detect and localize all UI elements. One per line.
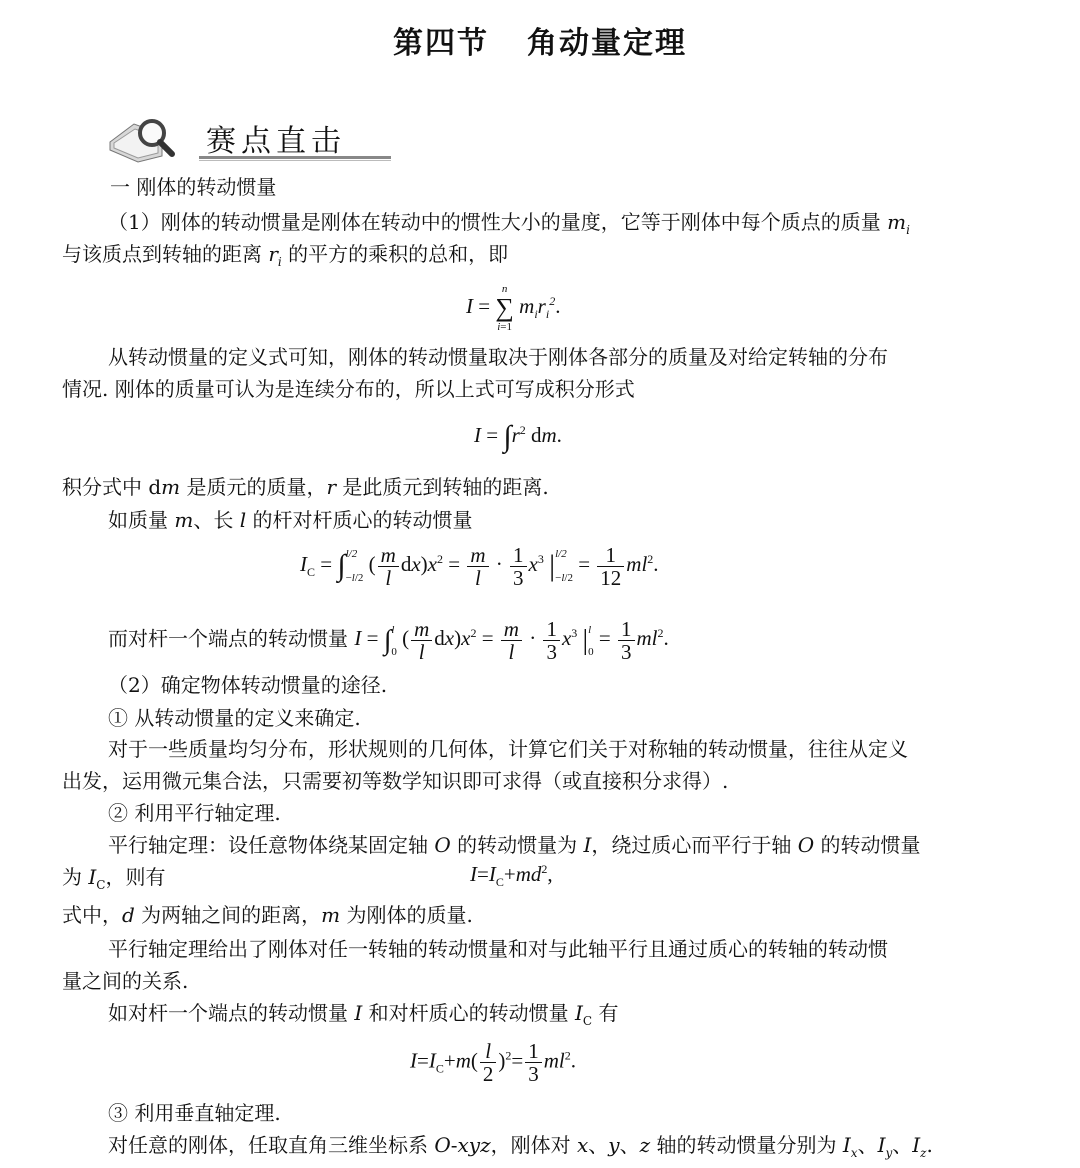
paragraph-definition-line2: 与该质点到转轴的距离 $r_i$ 的平方的乘积的总和，即: [62, 242, 509, 269]
equation-integral-definition: $I = \int r^2$ dm.: [474, 420, 562, 453]
paragraph-relation-line2: 量之间的关系.: [62, 969, 189, 993]
equation-parallel-axis: $I=I_C+md^2$,: [470, 862, 553, 890]
paragraph-rod-end: 而对杆一个端点的转动惯量 I = ∫ l 0 ( $\frac{m}{l}$ $dx)x^2$ = $\frac{m}{l}$ · $\frac{1}{3}$ $x^3$ | l 0 = $\frac{1}{3}$ $ml^2$.: [108, 617, 669, 664]
paragraph-perpendicular-axis: 对任意的刚体，任取直角三维坐标系 O-xyz，刚体对 x、y、z 轴的转动惯量分别为 $I_x$、$I_y$、$I_z$.: [108, 1133, 933, 1160]
equation-rod-end-parallel: $I=I_C+m$( $\frac{l}{2}$ )$^2$= $\frac{1}{3}$ $ml^2$.: [410, 1039, 576, 1086]
paragraph-rod-compare: 如对杆一个端点的转动惯量 I 和对杆质心的转动惯量 $I_C$ 有: [108, 1001, 619, 1028]
section-title: [0, 18, 1080, 62]
paragraph-relation-line1: 平行轴定理给出了刚体对任一转轴的转动惯量和对与此轴平行且通过质心的转轴的转动惯: [108, 937, 888, 961]
equation-rod-center: $I_C$ = ∫ l/2 −l/2 ( $\frac{m}{l}$ $dx)x^2$ = $\frac{m}{l}$ · $\frac{1}{3}$ $x^3$ | l/2 −l/2 = $\frac{1}{12}$ $ml^2$.: [300, 542, 659, 590]
equation-sum-definition: I = n ∑ i=1 $m_ir_i^2$.: [466, 283, 561, 333]
banner-label: 赛点直击: [206, 124, 346, 159]
paragraph-parallel-axis-symbols: 式中，d 为两轴之间的距离，m 为刚体的质量.: [62, 903, 473, 927]
paragraph-definition-line1: （1）刚体的转动惯量是刚体在转动中的惯性大小的量度，它等于刚体中每个质点的质量 $m_i$: [108, 210, 910, 237]
paragraph-regular-shapes-line1: 对于一些质量均匀分布，形状规则的几何体，计算它们关于对称轴的转动惯量，往往从定义: [108, 737, 908, 761]
method-parallel-axis: ② 利用平行轴定理.: [108, 801, 281, 825]
paragraph-continuous-line1: 从转动惯量的定义式可知，刚体的转动惯量取决于刚体各部分的质量及对给定转轴的分布: [108, 345, 888, 369]
paragraph-parallel-axis-line2: 为 $I_C$，则有: [62, 865, 166, 892]
paragraph-methods: （2）确定物体转动惯量的途径.: [108, 673, 388, 697]
heading-rigid-body-inertia: 一 刚体的转动惯量: [110, 175, 277, 199]
section-name: 角动量定理: [527, 26, 687, 61]
method-perpendicular-axis: ③ 利用垂直轴定理.: [108, 1101, 281, 1125]
paragraph-continuous-line2: 情况. 刚体的质量可认为是连续分布的，所以上式可写成积分形式: [62, 377, 635, 401]
paragraph-rod-example: 如质量 m、长 l 的杆对杆质心的转动惯量: [108, 508, 473, 532]
equation-rod-end: I = ∫ l 0 ( $\frac{m}{l}$ $dx)x^2$ = $\frac{m}{l}$ · $\frac{1}{3}$ $x^3$ | l 0 = $\frac{1}{3}$ $ml^2$.: [354, 617, 669, 664]
paragraph-parallel-axis-line1: 平行轴定理：设任意物体绕某固定轴 O 的转动惯量为 I，绕过质心而平行于轴 O 的转动惯量: [108, 833, 921, 857]
section-number: 第四节: [393, 26, 489, 61]
paragraph-regular-shapes-line2: 出发，运用微元集合法，只需要初等数学知识即可求得（或直接积分求得）.: [62, 769, 729, 793]
paragraph-integral-explain: 积分式中 dm 是质元的质量，r 是此质元到转轴的距离.: [62, 475, 549, 499]
method-definition: ① 从转动惯量的定义来确定.: [108, 706, 361, 730]
